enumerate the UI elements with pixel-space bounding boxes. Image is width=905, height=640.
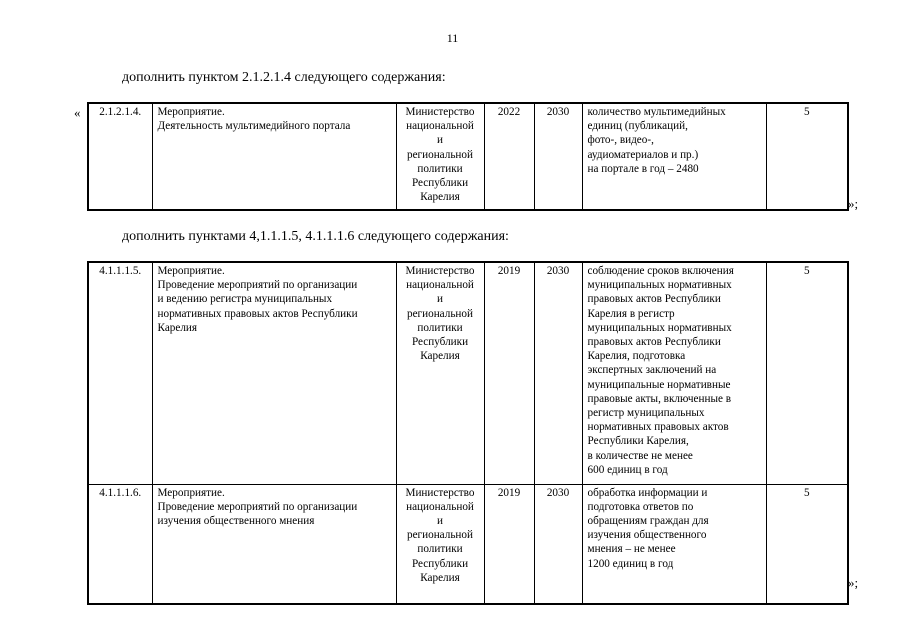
- executor-line: Республики: [411, 557, 469, 570]
- open-quote: «: [74, 105, 81, 120]
- indicator-line: правовые акты, включенные в: [587, 392, 732, 405]
- executor-line: и: [437, 293, 443, 306]
- executor-cell: [396, 103, 484, 210]
- indicator-line: в количестве не менее: [587, 449, 693, 462]
- event-label: Мероприятие.: [157, 265, 225, 277]
- table-row: [88, 484, 848, 604]
- event-text-line: Проведение мероприятий по организации: [157, 500, 358, 513]
- executor-line: национальной: [406, 279, 474, 292]
- page-number: 11: [446, 31, 459, 45]
- indicator-line: Карелия в регистр: [587, 307, 675, 320]
- indicator-line: экспертных заключений на: [587, 364, 717, 377]
- executor-cell: [396, 484, 484, 604]
- start-year: 2019: [484, 262, 534, 484]
- indicator-line: обращениям граждан для: [587, 514, 709, 527]
- code-cell: 5: [766, 262, 848, 484]
- indicator-line: правовых актов Республики: [587, 336, 721, 349]
- indicator-line: муниципальных нормативных: [587, 279, 732, 292]
- indicator-line: муниципальные нормативные: [587, 378, 731, 391]
- table-row: [88, 103, 848, 210]
- event-label: Мероприятие.: [157, 106, 225, 118]
- start-year: 2022: [484, 103, 534, 210]
- start-year: 2019: [484, 484, 534, 604]
- table-section2: [87, 261, 849, 605]
- indicator-line: количество мультимедийных: [587, 106, 726, 118]
- indicator-line: аудиоматериалов и пр.): [587, 148, 699, 161]
- code-cell: 5: [766, 103, 848, 210]
- table-row: [88, 262, 848, 484]
- indicator-line: обработка информации и: [587, 486, 708, 499]
- indicator-line: изучения общественного: [587, 529, 707, 542]
- executor-line: региональной: [406, 307, 474, 320]
- indicator-line: нормативных правовых актов: [587, 421, 729, 434]
- section2-intro: дополнить пунктами 4,1.1.1.5, 4.1.1.1.6 следующего содержания:: [122, 229, 509, 244]
- code-cell: 5: [766, 484, 848, 604]
- executor-line: Республики: [411, 336, 469, 349]
- indicator-cell: [582, 484, 766, 604]
- executor-line: национальной: [406, 500, 474, 513]
- row-number: 4.1.1.1.5.: [88, 262, 152, 484]
- row-number: 2.1.2.1.4.: [88, 103, 152, 210]
- indicator-cell: [582, 262, 766, 484]
- executor-line: региональной: [406, 148, 474, 161]
- executor-line: национальной: [406, 120, 474, 133]
- event-text: Деятельность мультимедийного портала: [157, 120, 351, 133]
- executor-line: Министерство: [405, 486, 475, 499]
- executor-line: и: [437, 134, 443, 147]
- indicator-line: мнения – не менее: [587, 543, 676, 556]
- indicator-line: регистр муниципальных: [587, 407, 705, 420]
- event-text-line: Проведение мероприятий по организации: [157, 279, 358, 292]
- executor-line: региональной: [406, 529, 474, 542]
- indicator-line: на портале в год – 2480: [587, 162, 699, 175]
- event-text-line: Карелия: [157, 321, 198, 334]
- event-cell: [152, 484, 396, 604]
- event-cell: [152, 262, 396, 484]
- event-text-line: нормативных правовых актов Республики: [157, 307, 358, 320]
- executor-line: политики: [417, 162, 463, 175]
- executor-cell: [396, 262, 484, 484]
- indicator-line: муниципальных нормативных: [587, 321, 732, 334]
- indicator-line: Карелия, подготовка: [587, 350, 686, 363]
- executor-line: политики: [417, 543, 463, 556]
- event-text-line: и ведению регистра муниципальных: [157, 293, 333, 306]
- indicator-line: правовых актов Республики: [587, 293, 721, 306]
- event-cell: [152, 103, 396, 210]
- end-year: 2030: [534, 262, 582, 484]
- indicator-line: Республики Карелия,: [587, 435, 689, 448]
- event-label: Мероприятие.: [157, 486, 225, 499]
- row-number: 4.1.1.1.6.: [88, 484, 152, 604]
- executor-line: и: [437, 514, 443, 527]
- indicator-line: подготовка ответов по: [587, 500, 694, 513]
- section1-intro: дополнить пунктом 2.1.2.1.4 следующего содержания:: [122, 70, 446, 85]
- executor-line: политики: [417, 321, 463, 334]
- executor-line: Министерство: [405, 106, 475, 118]
- executor-line: Министерство: [405, 265, 475, 277]
- close-mark: »;: [848, 575, 859, 590]
- close-mark: »;: [848, 196, 859, 211]
- end-year: 2030: [534, 484, 582, 604]
- indicator-cell: [582, 103, 766, 210]
- end-year: 2030: [534, 103, 582, 210]
- table-section1: [87, 102, 849, 211]
- indicator-line: 1200 единиц в год: [587, 557, 674, 570]
- event-text-line: изучения общественного мнения: [157, 514, 315, 527]
- executor-line: Карелия: [420, 350, 460, 363]
- indicator-line: единиц (публикаций,: [587, 120, 688, 133]
- executor-line: Карелия: [420, 191, 460, 204]
- indicator-line: фото-, видео-,: [587, 134, 654, 147]
- indicator-line: соблюдение сроков включения: [587, 265, 734, 277]
- indicator-line: 600 единиц в год: [587, 463, 668, 476]
- executor-line: Карелия: [420, 571, 460, 584]
- executor-line: Республики: [411, 177, 469, 190]
